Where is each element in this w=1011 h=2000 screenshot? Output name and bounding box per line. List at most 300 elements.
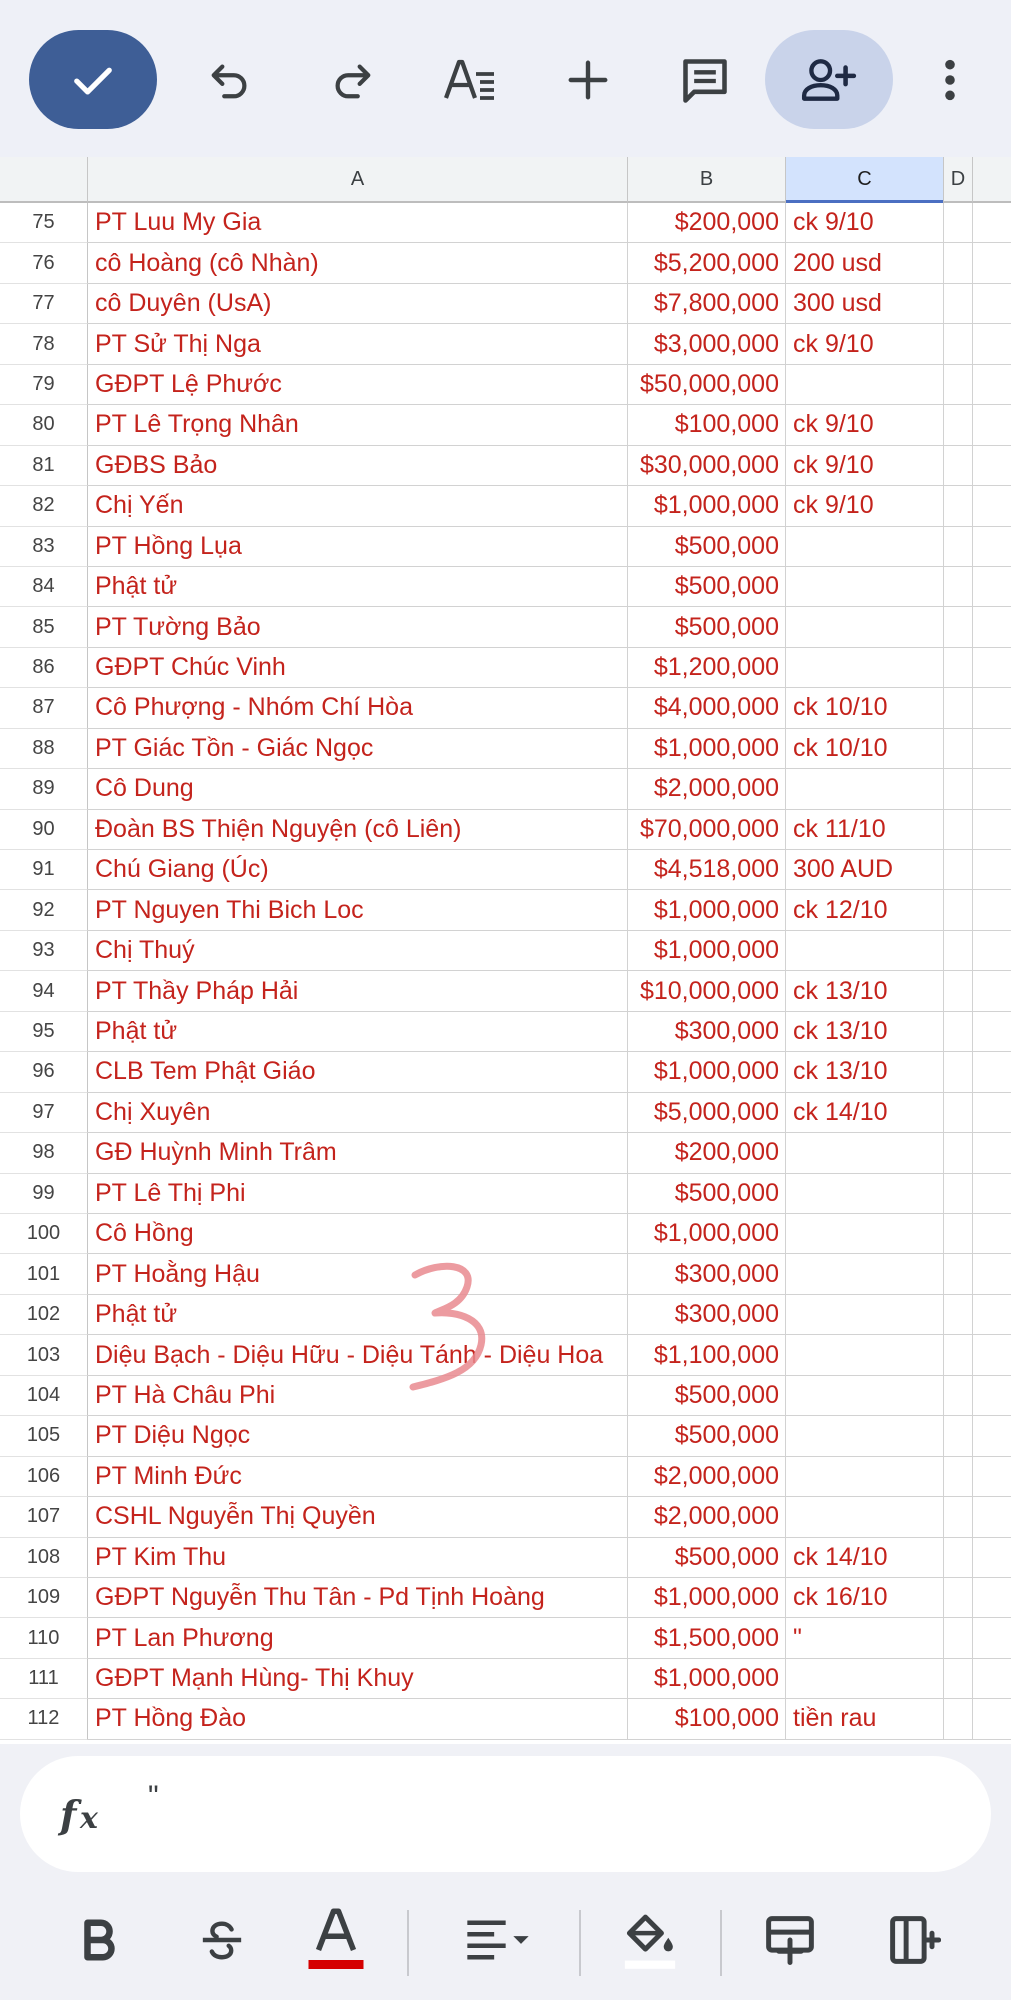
cell-c[interactable]: ck 9/10: [786, 203, 944, 243]
row-number[interactable]: 95: [0, 1012, 88, 1052]
cell-c[interactable]: 300 AUD: [786, 850, 944, 890]
table-row: [0, 607, 1011, 647]
cell-d[interactable]: [944, 446, 973, 486]
text-color-button[interactable]: [300, 1900, 372, 1980]
table-row: [0, 365, 1011, 405]
cell-e[interactable]: [973, 1416, 1011, 1456]
cell-c[interactable]: ck 11/10: [786, 810, 944, 850]
cell-e[interactable]: [973, 931, 1011, 971]
cell-e[interactable]: [973, 567, 1011, 607]
table-row: [0, 890, 1011, 930]
cell-e[interactable]: [973, 486, 1011, 526]
cell-b[interactable]: $100,000: [628, 1699, 786, 1739]
cell-c[interactable]: [786, 1376, 944, 1416]
cell-c[interactable]: ck 10/10: [786, 688, 944, 728]
select-all-corner[interactable]: [0, 157, 88, 203]
cell-e[interactable]: [973, 1457, 1011, 1497]
cell-c[interactable]: ck 14/10: [786, 1538, 944, 1578]
cell-c[interactable]: ck 9/10: [786, 486, 944, 526]
cell-a[interactable]: PT Lê Trọng Nhân: [88, 405, 628, 445]
cell-b[interactable]: $50,000,000: [628, 365, 786, 405]
cell-a[interactable]: Chú Giang (Úc): [88, 850, 628, 890]
row-number[interactable]: 75: [0, 203, 88, 243]
cell-a[interactable]: Phật tử: [88, 1295, 628, 1335]
cell-a[interactable]: PT Thầy Pháp Hải: [88, 971, 628, 1011]
handwritten-annotation: [395, 1253, 505, 1393]
cell-b[interactable]: $7,800,000: [628, 284, 786, 324]
align-icon: [456, 1917, 540, 1963]
cell-a[interactable]: PT Hoằng Hậu: [88, 1254, 628, 1294]
row-number[interactable]: 79: [0, 365, 88, 405]
cell-a[interactable]: Cô Dung: [88, 769, 628, 809]
cell-d[interactable]: [944, 486, 973, 526]
row-number[interactable]: 104: [0, 1376, 88, 1416]
cell-d[interactable]: [944, 971, 973, 1011]
row-number[interactable]: 108: [0, 1538, 88, 1578]
cell-b[interactable]: $1,000,000: [628, 1578, 786, 1618]
cell-c[interactable]: [786, 365, 944, 405]
insert-row-button[interactable]: [752, 1900, 828, 1980]
cell-e[interactable]: [973, 1254, 1011, 1294]
cell-a[interactable]: Chị Thuý: [88, 931, 628, 971]
row-number[interactable]: 90: [0, 810, 88, 850]
row-number[interactable]: 106: [0, 1457, 88, 1497]
cell-a[interactable]: Cô Phượng - Nhóm Chí Hòa: [88, 688, 628, 728]
cell-e[interactable]: [973, 1618, 1011, 1658]
cell-c[interactable]: ck 13/10: [786, 971, 944, 1011]
cell-b[interactable]: $4,518,000: [628, 850, 786, 890]
cell-e[interactable]: [973, 1335, 1011, 1375]
undo-button[interactable]: [198, 48, 262, 112]
cell-e[interactable]: [973, 1012, 1011, 1052]
bold-icon: [79, 1917, 119, 1963]
cell-c[interactable]: [786, 1133, 944, 1173]
cell-a[interactable]: PT Giác Tồn - Giác Ngọc: [88, 729, 628, 769]
row-number[interactable]: 103: [0, 1335, 88, 1375]
cell-a[interactable]: PT Hồng Đào: [88, 1699, 628, 1739]
cell-d[interactable]: [944, 1133, 973, 1173]
cell-e[interactable]: [973, 365, 1011, 405]
cell-d[interactable]: [944, 1214, 973, 1254]
cell-a[interactable]: PT Minh Đức: [88, 1457, 628, 1497]
cell-c[interactable]: [786, 607, 944, 647]
cell-a[interactable]: Cô Hồng: [88, 1214, 628, 1254]
cell-a[interactable]: PT Lê Thị Phi: [88, 1174, 628, 1214]
cell-b[interactable]: $3,000,000: [628, 324, 786, 364]
cell-a[interactable]: PT Hồng Lụa: [88, 527, 628, 567]
cell-c[interactable]: 200 usd: [786, 243, 944, 283]
cell-a[interactable]: GĐBS Bảo: [88, 446, 628, 486]
table-row: [0, 648, 1011, 688]
cell-e[interactable]: [973, 648, 1011, 688]
cell-b[interactable]: $5,000,000: [628, 1093, 786, 1133]
cell-c[interactable]: [786, 1295, 944, 1335]
cell-e[interactable]: [973, 607, 1011, 647]
undo-icon: [207, 57, 253, 103]
cell-a[interactable]: PT Tường Bảo: [88, 607, 628, 647]
cell-c[interactable]: [786, 527, 944, 567]
cell-d[interactable]: [944, 1012, 973, 1052]
cell-d[interactable]: [944, 284, 973, 324]
cell-c[interactable]: ck 13/10: [786, 1052, 944, 1092]
column-header-e[interactable]: [973, 157, 1011, 203]
share-button[interactable]: [765, 30, 893, 129]
cell-c[interactable]: ck 12/10: [786, 890, 944, 930]
cell-a[interactable]: Phật tử: [88, 567, 628, 607]
cell-e[interactable]: [973, 1133, 1011, 1173]
cell-d[interactable]: [944, 688, 973, 728]
cell-b[interactable]: $1,100,000: [628, 1335, 786, 1375]
insert-column-button[interactable]: [876, 1900, 952, 1980]
cell-c[interactable]: 300 usd: [786, 284, 944, 324]
cell-c[interactable]: [786, 648, 944, 688]
format-toolbar: [0, 1880, 1011, 2000]
column-header-c[interactable]: C: [786, 157, 944, 203]
cell-e[interactable]: [973, 810, 1011, 850]
formula-bar[interactable]: [20, 1756, 991, 1872]
cell-c[interactable]: [786, 1457, 944, 1497]
cell-b[interactable]: $500,000: [628, 527, 786, 567]
cell-c[interactable]: tiền rau: [786, 1699, 944, 1739]
cell-b[interactable]: $200,000: [628, 203, 786, 243]
text-format-button[interactable]: [436, 48, 506, 112]
insert-column-icon: [887, 1913, 941, 1967]
comment-button[interactable]: [672, 48, 738, 114]
table-row: [0, 729, 1011, 769]
table-row: [0, 1457, 1011, 1497]
cell-d[interactable]: [944, 567, 973, 607]
cell-b[interactable]: $500,000: [628, 567, 786, 607]
cell-a[interactable]: PT Diệu Ngọc: [88, 1416, 628, 1456]
fill-color-button[interactable]: [612, 1900, 688, 1980]
cell-e[interactable]: [973, 729, 1011, 769]
cell-c[interactable]: [786, 1659, 944, 1699]
cell-b[interactable]: $300,000: [628, 1012, 786, 1052]
row-number[interactable]: 96: [0, 1052, 88, 1092]
strikethrough-button[interactable]: [182, 1900, 262, 1980]
cell-d[interactable]: [944, 810, 973, 850]
row-number[interactable]: 100: [0, 1214, 88, 1254]
cell-e[interactable]: [973, 243, 1011, 283]
cell-c[interactable]: [786, 1335, 944, 1375]
redo-button[interactable]: [320, 48, 384, 112]
cell-d[interactable]: [944, 203, 973, 243]
row-number[interactable]: 107: [0, 1497, 88, 1537]
cell-b[interactable]: $1,000,000: [628, 890, 786, 930]
cell-c[interactable]: [786, 769, 944, 809]
cell-a[interactable]: GĐPT Chúc Vinh: [88, 648, 628, 688]
row-number[interactable]: 91: [0, 850, 88, 890]
cell-b[interactable]: $1,000,000: [628, 486, 786, 526]
cell-d[interactable]: [944, 405, 973, 445]
cell-b[interactable]: $1,200,000: [628, 648, 786, 688]
row-number[interactable]: 83: [0, 527, 88, 567]
plus-icon: [565, 57, 611, 103]
comment-icon: [679, 55, 731, 107]
cell-a[interactable]: GĐPT Lệ Phước: [88, 365, 628, 405]
table-row: [0, 1335, 1011, 1375]
cell-d[interactable]: [944, 1538, 973, 1578]
cell-e[interactable]: [973, 1659, 1011, 1699]
cell-e[interactable]: [973, 1295, 1011, 1335]
cell-d[interactable]: [944, 1052, 973, 1092]
cell-b[interactable]: $500,000: [628, 607, 786, 647]
row-number[interactable]: 105: [0, 1416, 88, 1456]
cell-b[interactable]: $2,000,000: [628, 1457, 786, 1497]
table-row: [0, 527, 1011, 567]
cell-b[interactable]: $30,000,000: [628, 446, 786, 486]
cell-b[interactable]: $1,000,000: [628, 1052, 786, 1092]
table-row: [0, 769, 1011, 809]
cell-b[interactable]: $5,200,000: [628, 243, 786, 283]
row-number[interactable]: 97: [0, 1093, 88, 1133]
table-row: [0, 1416, 1011, 1456]
table-row: [0, 1254, 1011, 1294]
cell-c[interactable]: ck 9/10: [786, 324, 944, 364]
row-number[interactable]: 101: [0, 1254, 88, 1294]
bold-button[interactable]: [64, 1900, 134, 1980]
cell-b[interactable]: $500,000: [628, 1174, 786, 1214]
cell-c[interactable]: [786, 1254, 944, 1294]
row-number[interactable]: 87: [0, 688, 88, 728]
cell-e[interactable]: [973, 769, 1011, 809]
row-number[interactable]: 88: [0, 729, 88, 769]
row-number[interactable]: 76: [0, 243, 88, 283]
cell-b[interactable]: $200,000: [628, 1133, 786, 1173]
cell-a[interactable]: Diệu Bạch - Diệu Hữu - Diệu Tánh - Diệu Hoa: [88, 1335, 628, 1375]
row-number[interactable]: 86: [0, 648, 88, 688]
cell-c[interactable]: [786, 567, 944, 607]
cell-a[interactable]: Đoàn BS Thiện Nguyện (cô Liên): [88, 810, 628, 850]
column-header-d[interactable]: D: [944, 157, 973, 203]
cell-e[interactable]: [973, 203, 1011, 243]
cell-b[interactable]: $1,500,000: [628, 1618, 786, 1658]
toolbar-divider: [407, 1910, 409, 1976]
cell-c[interactable]: ": [786, 1618, 944, 1658]
cell-d[interactable]: [944, 1254, 973, 1294]
table-row: [0, 931, 1011, 971]
cell-e[interactable]: [973, 1376, 1011, 1416]
cell-d[interactable]: [944, 1457, 973, 1497]
cell-d[interactable]: [944, 607, 973, 647]
cell-d[interactable]: [944, 1416, 973, 1456]
row-number[interactable]: 77: [0, 284, 88, 324]
cell-b[interactable]: $500,000: [628, 1538, 786, 1578]
align-button[interactable]: [448, 1900, 548, 1980]
cell-d[interactable]: [944, 1699, 973, 1739]
cell-a[interactable]: Phật tử: [88, 1012, 628, 1052]
cell-d[interactable]: [944, 729, 973, 769]
cell-b[interactable]: $1,000,000: [628, 1214, 786, 1254]
cell-d[interactable]: [944, 1659, 973, 1699]
cell-e[interactable]: [973, 1052, 1011, 1092]
cell-b[interactable]: $100,000: [628, 405, 786, 445]
cell-e[interactable]: [973, 1214, 1011, 1254]
cell-a[interactable]: PT Nguyen Thi Bich Loc: [88, 890, 628, 930]
row-number[interactable]: 110: [0, 1618, 88, 1658]
cell-c[interactable]: ck 14/10: [786, 1093, 944, 1133]
cell-d[interactable]: [944, 1335, 973, 1375]
cell-a[interactable]: cô Duyên (UsA): [88, 284, 628, 324]
table-row: [0, 1174, 1011, 1214]
row-number[interactable]: 99: [0, 1174, 88, 1214]
cell-a[interactable]: Chị Yến: [88, 486, 628, 526]
cell-b[interactable]: $500,000: [628, 1376, 786, 1416]
row-number[interactable]: 111: [0, 1659, 88, 1699]
cell-c[interactable]: ck 16/10: [786, 1578, 944, 1618]
cell-d[interactable]: [944, 850, 973, 890]
cell-e[interactable]: [973, 1538, 1011, 1578]
cell-b[interactable]: $70,000,000: [628, 810, 786, 850]
text-format-icon: [443, 55, 499, 105]
cell-b[interactable]: $2,000,000: [628, 769, 786, 809]
table-row: [0, 1093, 1011, 1133]
cell-a[interactable]: CSHL Nguyễn Thị Quyền: [88, 1497, 628, 1537]
table-row: [0, 1376, 1011, 1416]
cell-c[interactable]: [786, 1174, 944, 1214]
column-header-a[interactable]: A: [88, 157, 628, 203]
row-number[interactable]: 85: [0, 607, 88, 647]
formula-value[interactable]: ": [148, 1780, 159, 1813]
insert-button[interactable]: [556, 48, 620, 112]
cell-a[interactable]: GĐPT Nguyễn Thu Tân - Pd Tịnh Hoàng: [88, 1578, 628, 1618]
row-number[interactable]: 102: [0, 1295, 88, 1335]
table-row: [0, 446, 1011, 486]
table-row: [0, 688, 1011, 728]
row-number[interactable]: 109: [0, 1578, 88, 1618]
spreadsheet-grid[interactable]: [0, 157, 1011, 1744]
row-number[interactable]: 93: [0, 931, 88, 971]
cell-b[interactable]: $300,000: [628, 1295, 786, 1335]
cell-b[interactable]: $500,000: [628, 1416, 786, 1456]
more-options-button[interactable]: [926, 48, 974, 112]
cell-d[interactable]: [944, 931, 973, 971]
row-number[interactable]: 92: [0, 890, 88, 930]
table-row: [0, 203, 1011, 243]
row-number[interactable]: 82: [0, 486, 88, 526]
cell-b[interactable]: $1,000,000: [628, 729, 786, 769]
row-number[interactable]: 78: [0, 324, 88, 364]
cell-a[interactable]: PT Luu My Gia: [88, 203, 628, 243]
cell-e[interactable]: [973, 890, 1011, 930]
toolbar-divider: [579, 1910, 581, 1976]
cell-e[interactable]: [973, 971, 1011, 1011]
text-color-icon: [305, 1905, 367, 1975]
table-row: [0, 324, 1011, 364]
cell-c[interactable]: [786, 1416, 944, 1456]
row-number[interactable]: 89: [0, 769, 88, 809]
cell-d[interactable]: [944, 1618, 973, 1658]
cell-b[interactable]: $1,000,000: [628, 1659, 786, 1699]
table-row: [0, 1133, 1011, 1173]
cell-e[interactable]: [973, 688, 1011, 728]
cell-e[interactable]: [973, 405, 1011, 445]
cell-c[interactable]: [786, 1214, 944, 1254]
cell-b[interactable]: $10,000,000: [628, 971, 786, 1011]
table-row: [0, 567, 1011, 607]
table-row: [0, 243, 1011, 283]
table-row: [0, 850, 1011, 890]
cell-e[interactable]: [973, 1093, 1011, 1133]
cell-d[interactable]: [944, 324, 973, 364]
cell-c[interactable]: ck 13/10: [786, 1012, 944, 1052]
cell-c[interactable]: ck 10/10: [786, 729, 944, 769]
cell-e[interactable]: [973, 1578, 1011, 1618]
cell-b[interactable]: $300,000: [628, 1254, 786, 1294]
svg-text:f: f: [60, 1792, 77, 1837]
table-row: [0, 971, 1011, 1011]
cell-d[interactable]: [944, 365, 973, 405]
more-vert-icon: [940, 57, 960, 103]
table-row: [0, 1659, 1011, 1699]
table-row: [0, 1012, 1011, 1052]
cell-d[interactable]: [944, 1093, 973, 1133]
row-number[interactable]: 84: [0, 567, 88, 607]
cell-a[interactable]: GĐPT Mạnh Hùng- Thị Khuy: [88, 1659, 628, 1699]
row-number[interactable]: 94: [0, 971, 88, 1011]
table-row: [0, 1618, 1011, 1658]
cell-a[interactable]: GĐ Huỳnh Minh Trâm: [88, 1133, 628, 1173]
table-row: [0, 1497, 1011, 1537]
cell-d[interactable]: [944, 1376, 973, 1416]
column-header-b[interactable]: B: [628, 157, 786, 203]
cell-d[interactable]: [944, 527, 973, 567]
cell-c[interactable]: [786, 1497, 944, 1537]
row-number[interactable]: 98: [0, 1133, 88, 1173]
cell-d[interactable]: [944, 1174, 973, 1214]
row-number[interactable]: 81: [0, 446, 88, 486]
cell-a[interactable]: Chị Xuyên: [88, 1093, 628, 1133]
cell-c[interactable]: [786, 931, 944, 971]
add-person-icon: [800, 55, 858, 105]
row-number[interactable]: 112: [0, 1699, 88, 1739]
cell-a[interactable]: CLB Tem Phật Giáo: [88, 1052, 628, 1092]
cell-e[interactable]: [973, 1174, 1011, 1214]
cell-b[interactable]: $1,000,000: [628, 931, 786, 971]
cell-e[interactable]: [973, 850, 1011, 890]
cell-b[interactable]: $2,000,000: [628, 1497, 786, 1537]
table-row: [0, 810, 1011, 850]
cell-a[interactable]: PT Kim Thu: [88, 1538, 628, 1578]
cell-d[interactable]: [944, 769, 973, 809]
cell-d[interactable]: [944, 1295, 973, 1335]
cell-a[interactable]: PT Hà Châu Phi: [88, 1376, 628, 1416]
row-number[interactable]: 80: [0, 405, 88, 445]
cell-c[interactable]: ck 9/10: [786, 446, 944, 486]
cell-a[interactable]: PT Sử Thị Nga: [88, 324, 628, 364]
table-row: [0, 405, 1011, 445]
cell-e[interactable]: [973, 527, 1011, 567]
cell-d[interactable]: [944, 1497, 973, 1537]
cell-a[interactable]: cô Hoàng (cô Nhàn): [88, 243, 628, 283]
top-toolbar: [0, 0, 1011, 157]
cell-d[interactable]: [944, 243, 973, 283]
cell-e[interactable]: [973, 1497, 1011, 1537]
cell-c[interactable]: ck 9/10: [786, 405, 944, 445]
cell-e[interactable]: [973, 324, 1011, 364]
cell-e[interactable]: [973, 284, 1011, 324]
cell-a[interactable]: PT Lan Phương: [88, 1618, 628, 1658]
insert-row-icon: [763, 1913, 817, 1967]
fx-icon: [56, 1786, 112, 1842]
cell-b[interactable]: $4,000,000: [628, 688, 786, 728]
cell-e[interactable]: [973, 1699, 1011, 1739]
confirm-button[interactable]: [29, 30, 157, 129]
cell-e[interactable]: [973, 446, 1011, 486]
cell-d[interactable]: [944, 1578, 973, 1618]
cell-d[interactable]: [944, 890, 973, 930]
cell-d[interactable]: [944, 648, 973, 688]
